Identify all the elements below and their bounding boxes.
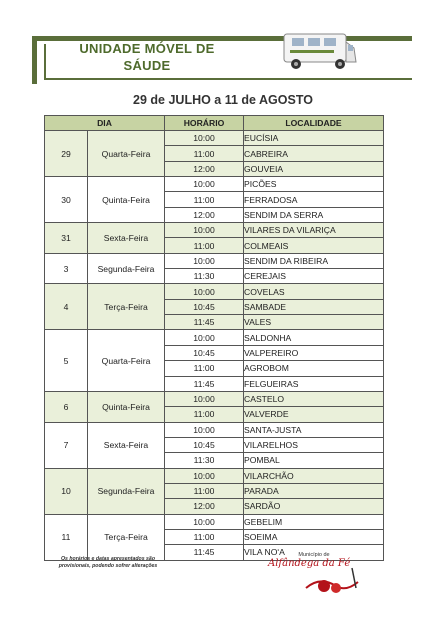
place-cell: FERRADOSA (244, 192, 384, 207)
place-cell: VILARCHÃO (244, 468, 384, 483)
place-cell: CASTELO (244, 391, 384, 406)
weekday: Quarta-Feira (88, 330, 165, 391)
table-row (45, 284, 384, 299)
table-header-row (45, 116, 384, 131)
date-range: 29 de JULHO a 11 de AGOSTO (133, 93, 313, 107)
place-cell: SAMBADE (244, 299, 384, 314)
time-cell: 11:00 (165, 146, 244, 161)
place-cell: GOUVEIA (244, 161, 384, 176)
day-number: 10 (45, 468, 88, 514)
table-row (45, 177, 384, 192)
time-cell: 11:00 (165, 238, 244, 253)
time-cell: 12:00 (165, 161, 244, 176)
day-number: 3 (45, 253, 88, 284)
place-cell: COVELAS (244, 284, 384, 299)
time-cell: 11:00 (165, 483, 244, 498)
place-cell: VALES (244, 315, 384, 330)
place-cell: GEBELIM (244, 514, 384, 529)
place-cell: CABREIRA (244, 146, 384, 161)
time-cell: 11:00 (165, 192, 244, 207)
place-cell: SALDONHA (244, 330, 384, 345)
municipality-logo-icon (262, 552, 366, 594)
place-cell: POMBAL (244, 453, 384, 468)
time-cell: 10:00 (165, 131, 244, 146)
time-cell: 11:30 (165, 453, 244, 468)
time-cell: 11:45 (165, 545, 244, 560)
day-number: 7 (45, 422, 88, 468)
table-row (45, 391, 384, 406)
place-cell: PARADA (244, 483, 384, 498)
header-localidade: LOCALIDADE (244, 116, 384, 131)
place-cell: FELGUEIRAS (244, 376, 384, 391)
day-number: 31 (45, 223, 88, 254)
time-cell: 11:45 (165, 376, 244, 391)
weekday: Terça-Feira (88, 514, 165, 560)
place-cell: VILARELHOS (244, 437, 384, 452)
time-cell: 10:45 (165, 299, 244, 314)
time-cell: 12:00 (165, 499, 244, 514)
table-row (45, 514, 384, 529)
time-cell: 10:45 (165, 437, 244, 452)
weekday: Sexta-Feira (88, 422, 165, 468)
place-cell: VILA NOʹA (244, 545, 384, 560)
time-cell: 12:00 (165, 207, 244, 222)
weekday: Segunda-Feira (88, 253, 165, 284)
table-row (45, 131, 384, 146)
header-dia: DIA (45, 116, 165, 131)
time-cell: 11:30 (165, 269, 244, 284)
weekday: Terça-Feira (88, 284, 165, 330)
time-cell: 10:00 (165, 422, 244, 437)
weekday: Quinta-Feira (88, 177, 165, 223)
weekday: Quinta-Feira (88, 391, 165, 422)
time-cell: 10:00 (165, 391, 244, 406)
time-cell: 10:00 (165, 177, 244, 192)
logo-name: Alfândega da Fé (268, 558, 351, 569)
header-horario: HORÁRIO (165, 116, 244, 131)
time-cell: 10:00 (165, 468, 244, 483)
day-number: 29 (45, 131, 88, 177)
time-cell: 10:45 (165, 345, 244, 360)
time-cell: 11:00 (165, 361, 244, 376)
table-row (45, 330, 384, 345)
place-cell: COLMEAIS (244, 238, 384, 253)
day-number: 11 (45, 514, 88, 560)
table-row (45, 468, 384, 483)
time-cell: 10:00 (165, 284, 244, 299)
time-cell: 10:00 (165, 223, 244, 238)
provisional-footnote: Os horários e datas apresentados são provisionais, podendo sofrer alterações (58, 556, 158, 569)
place-cell: EUCÍSIA (244, 131, 384, 146)
time-cell: 11:00 (165, 407, 244, 422)
place-cell: SANTA-JUSTA (244, 422, 384, 437)
table-row (45, 223, 384, 238)
table-row (45, 253, 384, 268)
place-cell: SARDÃO (244, 499, 384, 514)
place-cell: VILARES DA VILARIÇA (244, 223, 384, 238)
place-cell: PICÕES (244, 177, 384, 192)
page-title: UNIDADE MÓVEL DE SÁUDE (79, 41, 215, 73)
table-row (45, 422, 384, 437)
mobile-health-van-icon (282, 28, 358, 74)
weekday: Sexta-Feira (88, 223, 165, 254)
place-cell: CEREJAIS (244, 269, 384, 284)
time-cell: 10:00 (165, 514, 244, 529)
time-cell: 11:45 (165, 315, 244, 330)
place-cell: AGROBOM (244, 361, 384, 376)
header-frame-inner-left (44, 44, 46, 80)
day-number: 4 (45, 284, 88, 330)
place-cell: VALPEREIRO (244, 345, 384, 360)
place-cell: SOEIMA (244, 529, 384, 544)
logo-caption: Município de (298, 552, 330, 558)
weekday: Segunda-Feira (88, 468, 165, 514)
time-cell: 10:00 (165, 253, 244, 268)
schedule-body (45, 131, 384, 561)
place-cell: VALVERDE (244, 407, 384, 422)
day-number: 5 (45, 330, 88, 391)
header-frame-bottom (44, 78, 412, 80)
schedule-table (44, 115, 384, 561)
day-number: 6 (45, 391, 88, 422)
logo-emblem (302, 566, 366, 594)
time-cell: 10:00 (165, 330, 244, 345)
place-cell: SENDIM DA SERRA (244, 207, 384, 222)
header-frame-left (32, 36, 37, 84)
day-number: 30 (45, 177, 88, 223)
place-cell: SENDIM DA RIBEIRA (244, 253, 384, 268)
time-cell: 11:00 (165, 529, 244, 544)
weekday: Quarta-Feira (88, 131, 165, 177)
